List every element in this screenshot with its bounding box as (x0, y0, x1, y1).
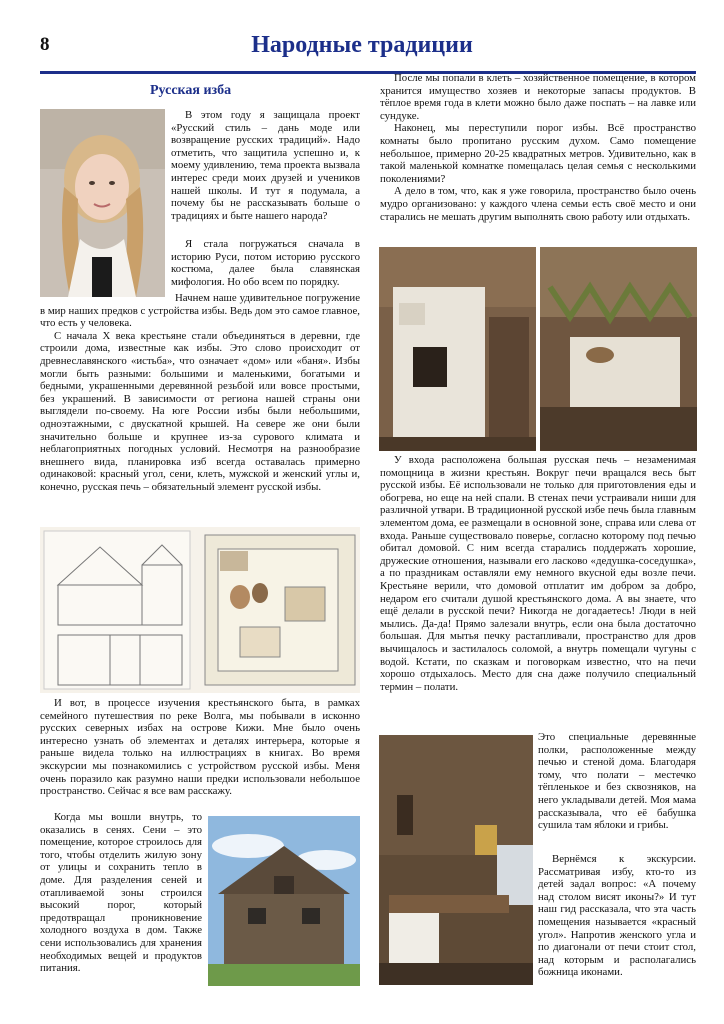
right-paragraph-2: Наконец, мы переступили порог избы. Всё пространство комнаты было пропитано русским духом. Само помещение небольшое, примерно 20-25 квадратных метров. Удивительно, как в такой маленькой комнатке помещалась целая семья с несколькими поколениями? (380, 122, 696, 185)
portrait-photo (40, 109, 165, 297)
right-paragraph-6: Вернёмся к экскурсии. Рассматривая избу, кто-то из детей задал вопрос: «А почему над столом висят иконы?» И тут наш гид рассказала, что эта часть помещения называется «красный угол». Напротив женского угла и по диагонали от печи стоит стол, над которым и располагались божница иконами. (538, 853, 696, 979)
kizhi-house-photo (208, 816, 360, 986)
page-number: 8 (40, 34, 50, 55)
paragraph-1: Начнем наше удивительное погружение в мир наших предков с устройства избы. Ведь дом это самое главное, что есть у человека. (40, 292, 360, 330)
paragraph-3: И вот, в процессе изучения крестьянского быта, в рамках семейного путешествия по реке Волга, мы побывали в исконно русских северных избах на острове Кижи. Мне было очень интересно узнать об элементах и деталях интерьера, которые я раньше видела только на иллюстрациях в книгах. Во время экскурсии мы познакомились с устройством русской избы. Меня очень поразило как разумно наши предки использовали небольшое пространство. Сейчас я все вам расскажу. (40, 697, 360, 798)
section-title: Народные традиции (251, 32, 473, 58)
paragraph-4: Когда мы вошли внутрь, то оказались в сенях. Сени – это помещение, которое строилось для того, чтобы отделить жилую зону от улицы и сохранить тепло в доме. Для разделения сеней и отапливаемой зоны строился высокий порог, который предотвращал проникновение холодного воздуха в дом. Также сени использовались для хранения необходимых вещей и продуктов питания. (40, 811, 202, 975)
red-corner-photo (379, 735, 533, 985)
stove-interior-photo (540, 247, 697, 451)
right-paragraph-1: После мы попали в клеть – хозяйственное помещение, в котором хранится имущество хозяев и некоторые запасы продуктов. В тёплое время года в клети можно было даже поспать – на лавке или сундуке. (380, 72, 696, 122)
right-paragraph-4: У входа расположена большая русская печь – незаменимая помощница в жизни крестьян. Вокруг печи вращался весь быт русской избы. Её использовали не только для приготовления еды и обогрева, но еще на ней спали. В стенах печи устраивали ниши для различной утвари. В традиционной русской избе печь была главным элементом дома, ее размещали в основной зоне, справа или слева от входа. Раньше существовало поверье, согласно которому под печью обитал домовой. С ним всегда старались поддержать хорошие, дружеские отношения, называли его ласково «дедушка-соседушка», а по праздникам оставляли ему немного вкусной еды возле печи. Крестьяне верили, что домовой отплатит им добром за добро, недаром его считали душой крестьянского дома. А вы знаете, что ещё делали в русской печи? Никогда не догадаетесь! Люди в ней мылись. Да-да! Прямо залезали внутрь, если она была достаточно большая. Для мытья печку растапливали, пространство для дров вычищалось и застилалось соломой, а внутрь помещали чугуны с водой. Кстати, по сказкам и поговоркам известно, что на печи хорошо отдыхалось. Место для сна даже получило специальный термин – полати. (380, 454, 696, 693)
paragraph-2: С начала X века крестьяне стали объединяться в деревни, где строили дома, известные как избы. Это слово происходит от древнеславянского «истьба», что означает «дом» или «баня». Избы могли быть разными: большими и маленькими, богатыми и бедными, украшенными деревянной резьбой или вовсе простыми, без украшений. В зависимости от региона нашей страны они выглядели по-своему. На юге России избы были небольшими, одноэтажными, с двускатной крышей. На севере же они были значительно больше и крупнее из-за сурового климата и неблагоприятных погодных условий. Несмотря на разнообразие внешнего вида, планировка изб всегда оставалась примерно одинаковой: красный угол, сени, клеть, мужской и женский углы и, конечно, русская печь – обязательный элемент русской избы. (40, 329, 360, 493)
izba-plan-sketch (40, 527, 360, 693)
intro-paragraph: В этом году я защищала проект «Русский стиль – дань моде или возвращение русских традиций». Надо отметить, что защитила успешно и, к моему удивлению, тема проекта вызвала интерес среди моих друзей и учеников нашей школы. И тут я подумала, а почему бы не рассказывать больше о традициях и быте нашего народа? (171, 109, 360, 222)
russian-stove-photo (379, 247, 536, 451)
right-paragraph-3: А дело в том, что, как я уже говорила, пространство было очень мудро организовано: у каждого члена семьи есть своё место и они старались не мешать другим выполнять свою работу или отдыхать. (380, 185, 696, 223)
article-title: Русская изба (150, 83, 232, 98)
right-paragraph-5: Это специальные деревянные полки, расположенные между печью и стеной дома. Благодаря тому, что полати – местечко тёпленькое и без сквозняков, на него укладывали детей. Моя мама рассказывала, что её бабушка сушила там яблоки и грибы. (538, 731, 696, 832)
intro-paragraph-2: Я стала погружаться сначала в историю Руси, потом историю русского костюма, далее была славянская мифология. Но обо всем по порядку. (171, 238, 360, 288)
